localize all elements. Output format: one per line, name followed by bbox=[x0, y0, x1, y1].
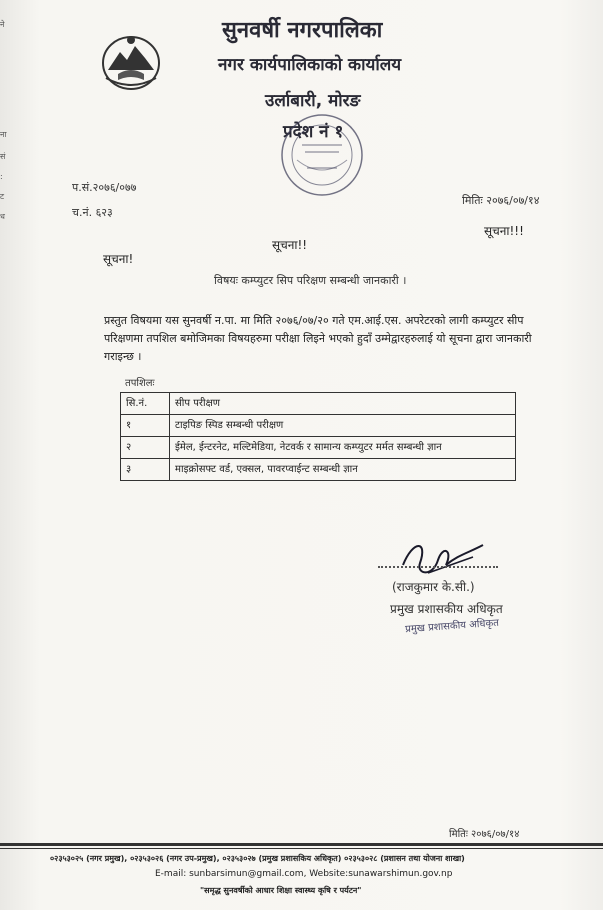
row-serial: २ bbox=[121, 437, 170, 459]
province-name: प्रदेश नं १ bbox=[283, 122, 344, 142]
footer-rule bbox=[0, 843, 603, 846]
dispatch-number: च.नं. ६२३ bbox=[72, 206, 113, 219]
footer-phone-numbers: ०२३५३०२५ (नगर प्रमुख), ०२३५३०२६ (नगर उप-प्रमुख), ०२३५३०२७ (प्रमुख प्रशासकिय अधिकृत) ०२३५३०२८ (प्रशासन तथा योजना शाखा) bbox=[50, 854, 465, 863]
office-name: नगर कार्यपालिकाको कार्यालय bbox=[218, 55, 402, 75]
header-serial: सि.नं. bbox=[121, 393, 170, 415]
footer-slogan: "समृद्ध सुनवर्षीको आधार शिक्षा स्वास्थ्य कृषि र पर्यटन" bbox=[200, 886, 362, 895]
row-skill: माइक्रोसफ्ट वर्ड, एक्सल, पावरप्वाईन्ट सम्बन्धी ज्ञान bbox=[170, 459, 516, 481]
letter-ref-number: प.सं.२०७६/०७७ bbox=[72, 181, 137, 194]
letter-date: मितिः २०७६/०७/१४ bbox=[462, 194, 540, 207]
notice-heading-1: सूचना! bbox=[103, 252, 134, 266]
subject-line: विषयः कम्प्युटर सिप परिक्षण सम्बन्धी जानकारी । bbox=[214, 274, 407, 287]
signatory-title-stamp: प्रमुख प्रशासकीय अधिकृत bbox=[404, 617, 500, 636]
footer-rule-thin bbox=[0, 848, 603, 849]
office-location: उर्लाबारी, मोरङ bbox=[265, 91, 361, 111]
table-header-row bbox=[121, 393, 516, 415]
row-skill: टाइपिङ स्पिड सम्बन्धी परीक्षण bbox=[170, 415, 516, 437]
notice-heading-3: सूचना!!! bbox=[484, 224, 524, 238]
table-caption: तपशिलः bbox=[125, 378, 155, 389]
table-row bbox=[121, 415, 516, 437]
signature-line bbox=[378, 566, 498, 568]
footer-date: मितिः २०७६/०७/१४ bbox=[449, 829, 520, 840]
footer-contact: E-mail: sunbarsimun@gmail.com, Website:sunawarshimun.gov.np bbox=[155, 869, 453, 879]
notice-body: प्रस्तुत विषयमा यस सुनवर्षी न.पा. मा मिति २०७६/०७/२० गते एम.आई.एस. अपरेटरको लागी कम्प्युटर सीप परिक्षणमा तपशिल बमोजिमका विषयहरुमा परीक्षा लिइने भएको हुदाँ उम्मेद्वारहरुलाई यो सूचना द्वारा जानकारी गराइन्छ । bbox=[104, 314, 532, 363]
nepal-emblem-logo bbox=[100, 30, 162, 92]
signatory-name: (राजकुमार के.सी.) bbox=[392, 580, 475, 594]
office-seal-stamp bbox=[277, 110, 367, 200]
signatory-title: प्रमुख प्रशासकीय अधिकृत bbox=[390, 602, 503, 616]
row-serial: १ bbox=[121, 415, 170, 437]
table-row bbox=[121, 437, 516, 459]
row-serial: ३ bbox=[121, 459, 170, 481]
row-skill: ईमेल, ईन्टरनेट, मल्टिमेडिया, नेटवर्क र सामान्य कम्प्युटर मर्मत सम्बन्धी ज्ञान bbox=[170, 437, 516, 459]
table-row bbox=[121, 459, 516, 481]
notice-heading-2: सूचना!! bbox=[272, 238, 308, 252]
municipality-name: सुनवर्षी नगरपालिका bbox=[222, 18, 383, 43]
header-skill: सीप परीक्षण bbox=[170, 393, 516, 415]
skills-test-table bbox=[120, 392, 516, 481]
letter-page: ने ना सं : ट ध सुनवर्षी नगरपालिका नगर कार्यपालिकाको कार्यालय उर्लाबारी, मोरङ प्रदेश नं १ प.सं.२०७६/०७७ च.नं. ६२३ मितिः २०७६/०७/१४ सूचना! सूचना!! सूचना!!! विषयः कम्प्युटर सिप परिक्षण सम्बन्धी जानकारी । प्रस्तुत विषयमा यस सुनवर्षी न.पा. मा मिति २०७६/०७/२० गते एम.आई.एस. अपरेटरको लागी कम्प्युटर सीप परिक्षणमा तपशिल बमोजिमका विषयहरुमा परीक्षा लिइने भएको हुदाँ उम्मेद्वारहरुलाई यो सूचना द्वारा जानकारी गराइन्छ । तपशिलः सि.नं. सीप परीक्षण १ टाइपिङ स्पिड सम्बन्धी परीक्षण २ ईमेल, ईन्टरनेट, मल्टिमेडिया, नेटवर्क र सामान्य कम्प्युटर मर्मत सम्बन्धी ज्ञान ३ माइक्रोसफ्ट वर्ड, एक्सल, पावरप्वाईन्ट सम्बन्धी ज्ञान (राजकुमार के.सी.) प्रमुख प्रशासकीय अधिकृत प्रमुख प्रशासकीय अधिकृत मितिः २०७६/०७/१४ ०२३५३०२५ (नगर प्रमुख), ०२३५३०२६ (नगर उप-प्रमुख), ०२३५३०२७ (प्रमुख प्रशासकिय अधिकृत) ०२३५३०२८ (प्रशासन तथा योजना शाखा) E-mail: sunbarsimun@gmail.com, Website:sunawarshimun.gov.np "समृद्ध सुनवर्षीको आधार शिक्षा स्वास्थ्य कृषि र पर्यटन" bbox=[0, 0, 603, 910]
